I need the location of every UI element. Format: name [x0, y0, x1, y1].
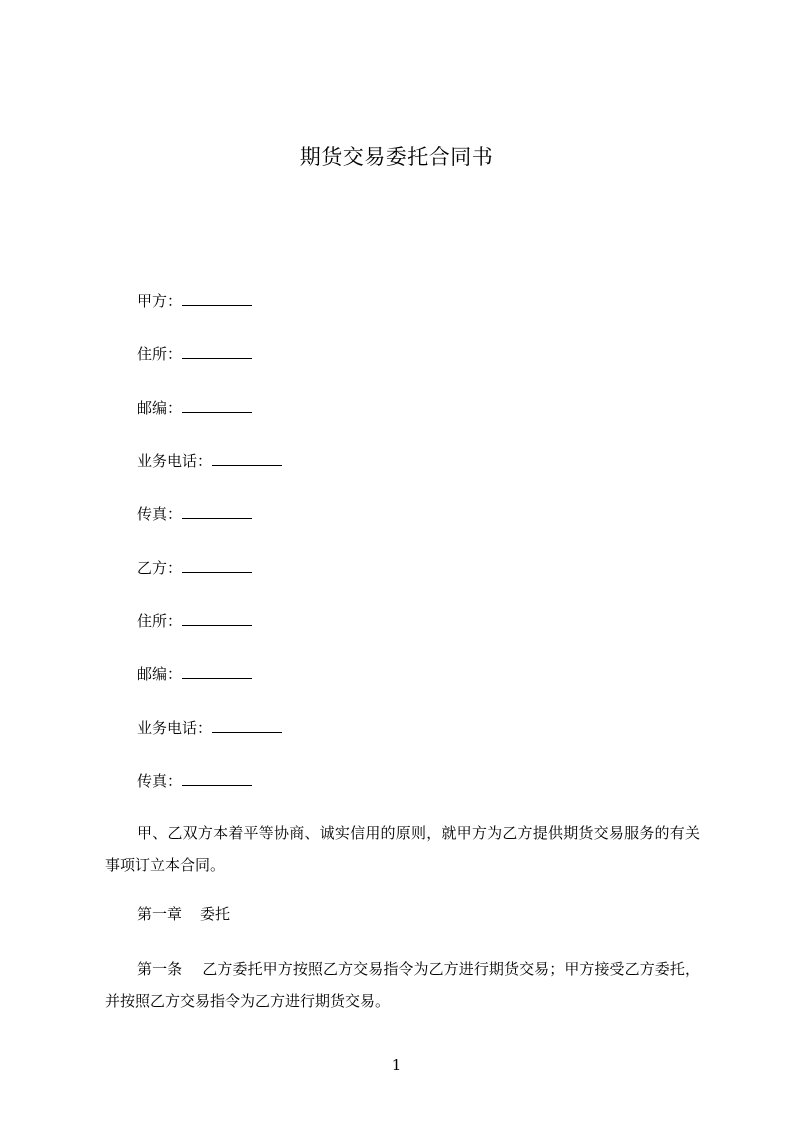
- party-a-fax-field: [137, 504, 252, 524]
- party-b-fax-blank: [182, 771, 252, 786]
- party-b-name-blank: [182, 558, 252, 573]
- party-a-name-label: 甲方：: [137, 292, 183, 310]
- party-b-name-field: [137, 558, 252, 578]
- party-b-name-label: 乙方：: [137, 559, 183, 577]
- party-b-fax-field: [137, 771, 252, 791]
- chapter-heading: [137, 904, 230, 924]
- party-a-name-blank: [182, 291, 252, 306]
- party-b-phone-field: [137, 718, 282, 738]
- chapter-number: 第一章: [137, 905, 183, 923]
- article-1-paragraph: [105, 953, 700, 1017]
- party-a-phone-label: 业务电话：: [137, 452, 213, 470]
- page-number: 1: [391, 1056, 402, 1074]
- party-a-fax-blank: [182, 504, 252, 519]
- party-a-postcode-label: 邮编：: [137, 399, 183, 417]
- document-title: 期货交易委托合同书: [299, 145, 494, 169]
- party-a-fax-label: 传真：: [137, 505, 183, 523]
- article-1-text: 乙方委托甲方按照乙方交易指令为乙方进行期货交易；甲方接受乙方委托，并按照乙方交易指令为乙方进行期货交易。: [105, 960, 700, 1010]
- party-b-address-blank: [182, 611, 252, 626]
- preamble-paragraph: 甲、乙双方本着平等协商、诚实信用的原则，就甲方为乙方提供期货交易服务的有关事项订立本合同。: [105, 824, 700, 874]
- party-a-name-field: [137, 291, 252, 311]
- party-a-address-field: [137, 344, 252, 364]
- party-a-phone-blank: [212, 451, 282, 466]
- party-b-phone-blank: [212, 718, 282, 733]
- party-b-postcode-blank: [182, 664, 252, 679]
- party-a-postcode-blank: [182, 398, 252, 413]
- party-a-address-blank: [182, 344, 252, 359]
- party-b-address-label: 住所：: [137, 612, 183, 630]
- party-b-phone-label: 业务电话：: [137, 719, 213, 737]
- party-a-address-label: 住所：: [137, 345, 183, 363]
- party-b-fax-label: 传真：: [137, 772, 183, 790]
- party-a-postcode-field: [137, 398, 252, 418]
- chapter-title: 委托: [200, 905, 231, 923]
- party-b-postcode-label: 邮编：: [137, 665, 183, 683]
- party-b-address-field: [137, 611, 252, 631]
- article-1-number: 第一条: [137, 960, 183, 978]
- party-b-postcode-field: [137, 664, 252, 684]
- party-a-phone-field: [137, 451, 282, 471]
